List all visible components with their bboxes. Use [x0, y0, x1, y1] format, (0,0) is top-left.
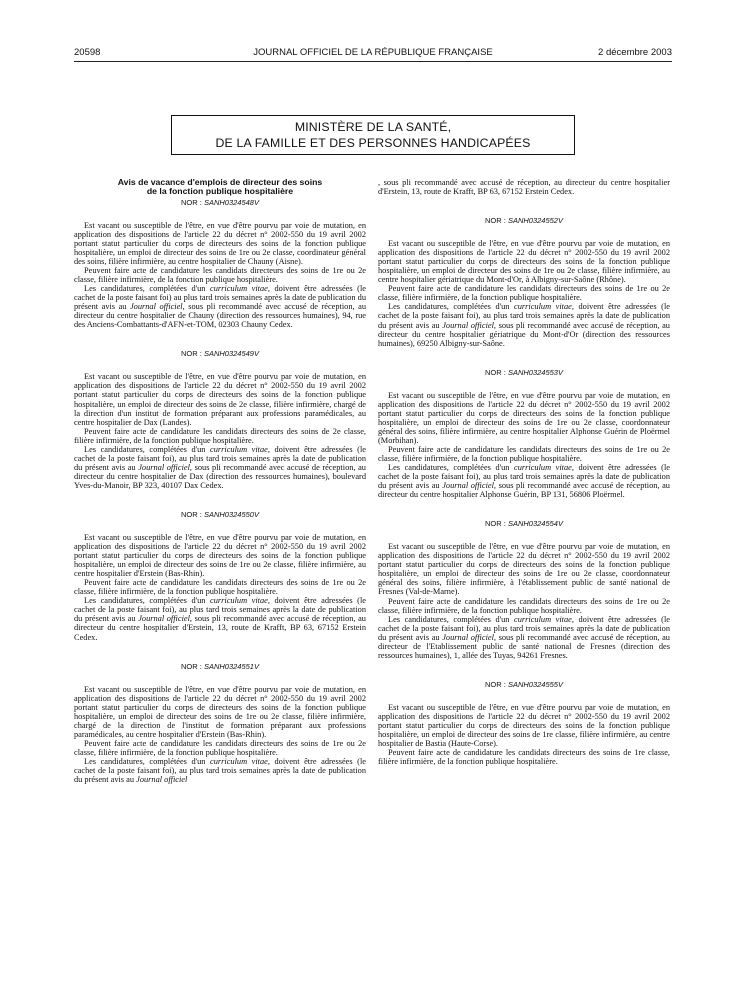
- notice-paragraph: Est vacant ou susceptible de l'être, en vue d'être pourvu par voie de mutation, en application des dispositions de l'article 22 du décret n° 2002-550 du 19 avril 2002 portant statut particulier du corps de directeurs des soins de la fonction publique hospitalière, un emploi de directeur des soins de 1re ou 2e classe, coordonnateur général des soins, filière infirmière, au centre hospitalier Alphonse Guérin de Ploërmel (Morbihan).: [378, 390, 670, 445]
- notice-paragraph: Peuvent faire acte de candidature les candidats directeurs des soins de 1re ou 2e classe, filière infirmière, de la fonction publique hospitalière.: [378, 444, 670, 463]
- notice-paragraph: Peuvent faire acte de candidature les candidats directeurs des soins de 1re ou 2e classe, filière infirmière, de la fonction publique hospitalière.: [378, 284, 670, 303]
- notice-paragraph: Est vacant ou susceptible de l'être, en vue d'être pourvu par voie de mutation, en application des dispositions de l'article 22 du décret n° 2002-550 du 19 avril 2002 portant statut particulier du corps de directeurs des soins de la fonction publique hospitalière, un emploi de directeur des soins de 1re ou 2e classe, filière infirmière, au centre hospitalier gériatrique du Mont-d'Or, à Albigny-sur-Saône (Rhône).: [378, 239, 670, 285]
- ministry-line-1: MINISTÈRE DE LA SANTÉ,: [294, 120, 452, 134]
- notice-paragraph: Peuvent faire acte de candidature les candidats directeurs des soins de 1re ou 2e classe, filière infirmière, de la fonction publique hospitalière.: [74, 266, 366, 285]
- notice-paragraph: Est vacant ou susceptible de l'être, en vue d'être pourvu par voie de mutation, en application des dispositions de l'article 22 du décret n° 2002-550 du 19 avril 2002 portant statut particulier du corps de directeurs des soins de la fonction publique hospitalière, un emploi de directeur des soins de 2e classe, filière infirmière, chargé de la direction d'un institut de formation préparant aux professions paramédicales, au centre hospitalier de Dax (Landes).: [74, 372, 366, 427]
- nor-reference: [74, 349, 366, 358]
- nor-code: SANH0324552V: [507, 216, 563, 226]
- right-column: [378, 178, 670, 766]
- notice-paragraph: Peuvent faire acte de candidature les candidats directeurs des soins de 2e classe, filière infirmière, de la fonction publique hospitalière.: [74, 426, 366, 445]
- page-number: 20598: [74, 47, 101, 58]
- notice-paragraph: Les candidatures, complétées d'un curriculum vitae, doivent être adressées (le cachet de la poste faisant foi), au plus tard trois semaines après la date de publication du présent avis au Journal officiel, sous pli recommandé avec accusé de réception, au directeur du centre hospitalier d'Erstein, 13, route de Krafft, BP 63, 67152 Erstein Cedex.: [74, 596, 366, 642]
- header-rule: [74, 61, 672, 62]
- nor-label: NOR :: [485, 679, 506, 689]
- nor-reference: [378, 680, 670, 689]
- ministry-line-2: DE LA FAMILLE ET DES PERSONNES HANDICAPÉES: [215, 136, 531, 150]
- article-title-line-1: Avis de vacance d'emplois de directeur des soins: [117, 177, 323, 187]
- nor-label: NOR :: [485, 519, 506, 529]
- ministry-box: [171, 115, 575, 155]
- notice-paragraph: Est vacant ou susceptible de l'être, en vue d'être pourvu par voie de mutation, en application des dispositions de l'article 22 du décret n° 2002-550 du 19 avril 2002 portant statut particulier du corps de directeurs des soins de la fonction publique hospitalière, un emploi de directeur des soins de 1re ou 2e classe, filière infirmière, au centre hospitalier d'Erstein (Bas-Rhin).: [74, 532, 366, 579]
- nor-label: NOR :: [485, 367, 506, 377]
- notice-paragraph: Peuvent faire acte de candidature les candidats directeurs des soins de 1re classe, filière infirmière, de la fonction publique hospitalière.: [378, 748, 670, 767]
- notice-paragraph: Est vacant ou susceptible de l'être, en vue d'être pourvu par voie de mutation, en application des dispositions de l'article 22 du décret n° 2002-550 du 19 avril 2002 portant statut particulier du corps de directeurs des soins de la fonction publique hospitalière, un emploi de directeur des soins de 1re classe, filière infirmière, au centre hospitalier de Bastia (Haute-Corse).: [378, 702, 670, 749]
- nor-code: SANH0324555V: [507, 679, 563, 689]
- nor-code: SANH0324553V: [507, 367, 563, 377]
- nor-reference: [74, 198, 366, 207]
- article-title-line-2: de la fonction publique hospitalière: [146, 186, 294, 197]
- nor-code: SANH0324551V: [203, 661, 259, 671]
- notice-paragraph: Peuvent faire acte de candidature les candidats directeurs des soins de 1re ou 2e classe, filière infirmière, de la fonction publique hospitalière.: [74, 738, 366, 757]
- nor-label: NOR :: [181, 661, 202, 671]
- nor-reference: [74, 662, 366, 671]
- notice-paragraph: Les candidatures, complétées d'un curriculum vitae, doivent être adressées (le cachet de la poste faisant foi), au plus tard trois semaines après la date de publication du présent avis au Journal officiel, sous pli recommandé avec accusé de réception, au directeur de l'Etablissement public de santé national de Fresnes (direction des ressources humaines), 1, allée des Tuyas, 94261 Fresnes.: [378, 614, 670, 660]
- nor-reference: [378, 368, 670, 377]
- nor-code: SANH0324550V: [203, 509, 259, 519]
- left-column: [74, 178, 366, 784]
- nor-reference: [378, 519, 670, 528]
- notice-paragraph: Peuvent faire acte de candidature les candidats directeurs des soins de 1re ou 2e classe, filière infirmière, de la fonction publique hospitalière.: [378, 596, 670, 615]
- nor-label: NOR :: [181, 509, 202, 519]
- notice-paragraph: Est vacant ou susceptible de l'être, en vue d'être pourvu par voie de mutation, en application des dispositions de l'article 22 du décret n° 2002-550 du 19 avril 2002 portant statut particulier du corps de directeurs des soins de la fonction publique hospitalière, un emploi de directeur des soins de 1re ou 2e classe, coordonnateur général des soins, filière infirmière, à l'établissement public de santé national de Fresnes (Val-de-Marne).: [378, 542, 670, 597]
- nor-code: SANH0324554V: [507, 519, 563, 529]
- notice-paragraph: Les candidatures, complétées d'un curriculum vitae, doivent être adressées (le cachet de la poste faisant foi), au plus tard trois semaines après la date de publication du présent avis au Journal officiel: [74, 756, 366, 785]
- nor-label: NOR :: [181, 197, 202, 207]
- issue-date: 2 décembre 2003: [598, 47, 672, 58]
- notice-paragraph: Les candidatures, complétées d'un curriculum vitae, doivent être adressées (le cachet de la poste faisant foi) au plus tard trois semaines après la date de publication du présent avis au Journal officiel, sous pli recommandé avec accusé de réception, au directeur du centre hospitalier de Chauny (direction des ressources humaines), 94, rue des Anciens-Combattants-d'AFN-et-TOM, 02303 Chauny Cedex.: [74, 284, 366, 330]
- notice-paragraph-continued: , sous pli recommandé avec accusé de réception, au directeur du centre hospitalier d'Erstein, 13, route de Krafft, BP 63, 67152 Erstein Cedex.: [378, 178, 670, 197]
- nor-code: SANH0324548V: [203, 197, 259, 207]
- nor-label: NOR :: [181, 349, 202, 359]
- notice-paragraph: Peuvent faire acte de candidature les candidats directeurs des soins de 1re ou 2e classe, filière infirmière, de la fonction publique hospitalière.: [74, 578, 366, 597]
- page-header: [74, 47, 672, 59]
- nor-reference: [74, 510, 366, 519]
- nor-reference: [378, 216, 670, 225]
- nor-label: NOR :: [485, 216, 506, 226]
- notice-paragraph: Les candidatures, complétées d'un curriculum vitae, doivent être adressées (le cachet de la poste faisant foi), au plus tard trois semaines après la date de publication du présent avis au Journal officiel, sous pli recommandé avec accusé de réception, au directeur du centre hospitalier Alphonse Guérin, BP 131, 56806 Ploërmel.: [378, 463, 670, 500]
- notice-paragraph: Est vacant ou susceptible de l'être, en vue d'être pourvu par voie de mutation, en application des dispositions de l'article 22 du décret n° 2002-550 du 19 avril 2002 portant statut particulier du corps de directeurs des soins de la fonction publique hospitalière, un emploi de directeur des soins de 1re ou 2e classe, filière infirmière, chargé de la direction de l'institut de formation préparant aux professions paramédicales, au centre hospitalier d'Erstein (Bas-Rhin).: [74, 684, 366, 739]
- notice-paragraph: Les candidatures, complétées d'un curriculum vitae, doivent être adressées (le cachet de la poste faisant foi), au plus tard trois semaines après la date de publication du présent avis au Journal officiel, sous pli recommandé avec accusé de réception, au directeur du centre hospitalier de Dax (direction des ressources humaines), boulevard Yves-du-Manoir, BP 323, 40107 Dax Cedex.: [74, 444, 366, 490]
- notice-paragraph: Est vacant ou susceptible de l'être, en vue d'être pourvu par voie de mutation, en application des dispositions de l'article 22 du décret n° 2002-550 du 19 avril 2002 portant statut particulier du corps de directeurs des soins de la fonction publique hospitalière, un emploi de directeur des soins de 1re ou 2e classe, coordinateur général des soins, filière infirmière, au centre hospitalier de Chauny (Aisne).: [74, 220, 366, 266]
- journal-title: JOURNAL OFFICIEL DE LA RÉPUBLIQUE FRANÇAISE: [253, 47, 493, 58]
- nor-code: SANH0324549V: [203, 349, 259, 359]
- notice-paragraph: Les candidatures, complétées d'un curriculum vitae, doivent être adressées (le cachet de la poste faisant foi), au plus tard trois semaines après la date de publication du présent avis au Journal officiel, sous pli recommandé avec accusé de réception, au directeur du centre hospitalier gériatrique du Mont-d'Or (direction des ressources humaines), 69250 Albigny-sur-Saône.: [378, 302, 670, 348]
- article-title: [74, 178, 366, 197]
